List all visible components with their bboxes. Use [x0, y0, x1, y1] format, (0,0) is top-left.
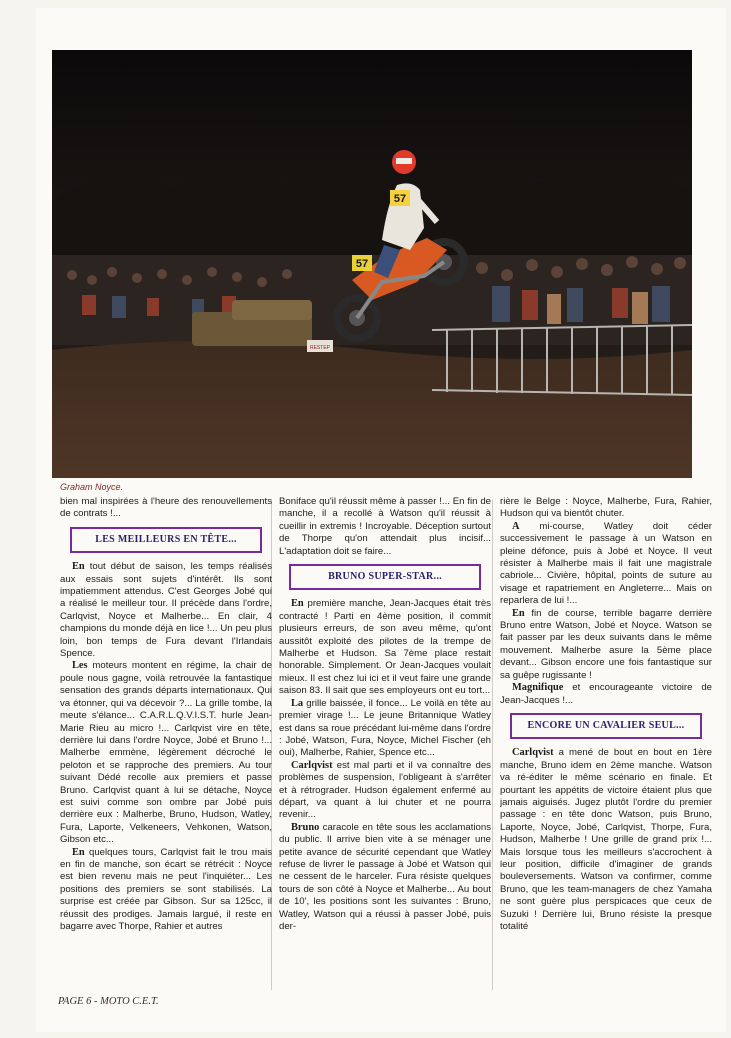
- paragraph-lead-word: La: [291, 697, 304, 709]
- paragraph-lead-word: Carlqvist: [291, 759, 333, 771]
- paragraph-lead-word: En: [291, 598, 304, 610]
- paragraph: [500, 496, 712, 521]
- paragraph-lead-word: Bruno: [291, 821, 320, 833]
- motocross-photo: [52, 50, 692, 478]
- paragraph-lead-word: Magnifique: [512, 682, 564, 694]
- section-heading: BRUNO SUPER-STAR...: [289, 564, 481, 590]
- paragraph-lead-word: A: [512, 520, 520, 532]
- paragraph: [500, 608, 712, 682]
- paragraph: [60, 847, 272, 934]
- paragraph: [279, 598, 491, 697]
- paragraph-text: tout début de saison, les temps réalisés aux essais sont sujets d'intérêt. Ils sont impatiemment attendus. C'est Georges Jobé qui a réalisé le meilleur tour. Il précède dans l'ordre, Carlqvist, Noyce et Malherbe... En clair, 4 champions du monde déjà en lice !... Un peu plus loin, bon temps de Fura devant l'Irlandais Spence.: [60, 561, 272, 660]
- column-divider: [492, 500, 493, 990]
- paragraph: [60, 496, 272, 521]
- paragraph: [279, 760, 491, 822]
- paragraph: [279, 822, 491, 934]
- paragraph-text: bien mal inspirées à l'heure des renouvellements de contrats !...: [60, 496, 272, 520]
- paragraph-text: moteurs montent en régime, la chair de poule nous gagne, voilà retrouvée la fantastique sensation des grands départs internationaux. Qui va étonner, qui va décevoir ?... La grille tombe, la meute s'élance... C.A.R.L.Q.V.I.S.T. hurle Jean-Marie Rieu au micro !... Carlqvist vire en tête, derrière lui dans l'ordre Noyce, Jobé et Bruno !... Malherbe emmène, légèrement décroché le peloton et se rapproche des premiers. Au tour suivant Dédé recolle aux premiers et passe Bruno. Carlqvist quant à lui se détache, Noyce est suivi comme son ombre par Jobé puis derrière eux : Malherbe, Bruno, Hudson, Watley, Fura, Laporte, Velkeneers, Vehkonen, Watson, Gibson etc...: [60, 660, 272, 846]
- paragraph: [60, 660, 272, 846]
- paragraph-text: caracole en tête sous les acclamations du public. Il arrive bien vite à se ménager une petite avance de sécurité cependant que Watley refuse de livrer le passage à Jobé et Watson qui ne cessent de le harceler. Fura résiste quelques tours de son côté à Noyce et Malherbe... Au bout de 10', les positions sont les suivantes : Bruno, Watley, Watson qui a réussi à passer Jobé, puis der-: [279, 821, 491, 932]
- section-heading: LES MEILLEURS EN TÊTE...: [70, 527, 262, 553]
- photo-illustration: [52, 50, 692, 478]
- article-column-1: [60, 496, 272, 990]
- paragraph-text: rière le Belge : Noyce, Malherbe, Fura, Rahier, Hudson qui va bientôt chuter.: [500, 496, 712, 520]
- paragraph-lead-word: En: [512, 607, 525, 619]
- paragraph-text: a mené de bout en bout en 1ère manche, Bruno idem en 2ème manche. Watson va ré-éditer le même scénario en finale. Et pourtant les appétits de victoire étaient plus que jamais aiguisés. Jugez plutôt l'ordre du premier passage : en tête donc Watson, puis Bruno, Laporte, Noyce, Jobé, Carlqvist, Thorpe, Fura, Hudson, Malherbe ! Une grille de grand prix !... Mais lorsque tous les meilleurs s'accrochent à leur position, difficile d'imaginer de grands bouleversements. Watson va confirmer, comme Bruno, que les team-managers de chez Yamaha ne sont guère plus perspicaces que ceux de Suzuki ! Derrière lui, Bruno résiste la presque totalité: [500, 747, 712, 932]
- photo-caption: Graham Noyce.: [60, 482, 124, 492]
- paragraph-text: Boniface qu'il réussit même à passer !... En fin de manche, il a recollé à Watson qu'il réussit à cueillir in extremis ! Incroyable. Déception surtout de Thorpe qu'on attendait plus incisif... L'adaptation doit se faire...: [279, 496, 491, 557]
- rider-bib-number: 57: [393, 193, 407, 205]
- paragraph-lead-word: Les: [72, 660, 88, 672]
- paragraph-text: est mal parti et il va connaître des problèmes de suspension, l'obligeant à s'arrêter et à rétrograder. Hudson également enfermé au départ, va quant à lui chuter et ne pourra revenir...: [279, 759, 491, 821]
- paragraph-lead-word: Carlqvist: [512, 747, 554, 759]
- paragraph: [279, 496, 491, 558]
- paragraph-text: grille baissée, il fonce... Le voilà en tête au premier virage !... Le jeune Britannique Watley est dans sa roue précédant lui-même dans l'ordre : Jobé, Watson, Fura, Noyce, Michel Fischer (eh oui), Malherbe, Rahier, Spence etc...: [279, 697, 491, 759]
- bike-number-plate: 57: [355, 258, 369, 270]
- paragraph-text: et encourageante victoire de Jean-Jacques !...: [500, 682, 712, 706]
- paragraph: [279, 698, 491, 760]
- article-column-2: [279, 496, 491, 990]
- paragraph-lead-word: En: [72, 846, 85, 858]
- banner-text: RESTEP: [309, 345, 331, 351]
- paragraph: [500, 747, 712, 933]
- page-footer: PAGE 6 - MOTO C.E.T.: [58, 996, 159, 1007]
- article-column-3: [500, 496, 712, 990]
- paragraph: [500, 682, 712, 707]
- paragraph: [60, 561, 272, 660]
- paragraph-text: quelques tours, Carlqvist fait le trou mais en fin de manche, son écart se rétrécit : Noyce est bien revenu mais ne peut l'inquiéter... Les positions des premiers se sont stabilisés. La surprise est créée par Gibson. Sur sa 125cc, il réussit des prodiges. Jamais largué, il reste en bagarre avec Thorpe, Rahier et autres: [60, 846, 272, 932]
- paragraph: [500, 521, 712, 608]
- paragraph-text: première manche, Jean-Jacques était très contracté ! Parti en 4ème position, il commit plusieurs erreurs, de son aveu même, qu'ont aussitôt exploité des pilotes de la trempe de Malherbe et Hudson. Sa 7ème place restait honorable. Simplement. Or Jean-Jacques voulait mieux. Il est chez lui ici et il veut faire une grande saison 83. Il sait que ses employeurs ont eu tort...: [279, 598, 491, 697]
- section-heading: ENCORE UN CAVALIER SEUL...: [510, 713, 702, 739]
- paragraph-text: fin de course, terrible bagarre derrière Bruno entre Watson, Jobé et Noyce. Watson se fait passer par les deux suivants dans le même mouvement. Malherbe asure la 5ème place devant... Gibson encore une fois fantastique sur sa guêpe rugissante !: [500, 607, 712, 681]
- paragraph-lead-word: En: [72, 561, 85, 573]
- paragraph-text: mi-course, Watley doit céder successivement le passage à un Watson en pleine défonce, puis à Jobé et Noyce. Il veut résister à Malherbe mais il fait une magistrale cabriole... Civière, hôpital, points de suture au visage et rapatriement en Angleterre... Mais on reparlera de lui !...: [500, 520, 712, 607]
